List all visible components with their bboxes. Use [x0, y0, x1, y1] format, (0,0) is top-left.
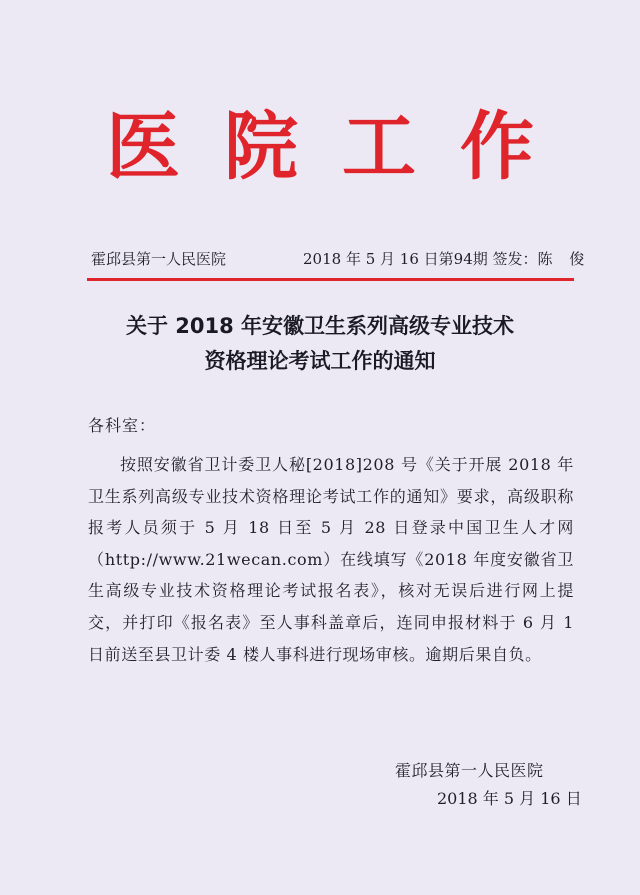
- signature-organization: 霍邱县第一人民医院: [395, 761, 544, 780]
- body-paragraph: 按照安徽省卫计委卫人秘[2018]208 号《关于开展 2018 年卫生系列高级专业技术资格理论考试工作的通知》要求，高级职称报考人员须于 5 月 18 日至 5 月 28 日登录中国卫生人才网（http://www.21wecan.com）在线填写《2018 年度安徽省卫生高级专业技术资格理论考试报名表》，核对无误后进行网上提交，并打印《报名表》至人事科盖章后，连同申报材料于 6 月 1 日前送至县卫计委 4 楼人事科进行现场审核。逾期后果自负。: [88, 455, 574, 664]
- signer-name: 陈 俊: [537, 250, 591, 268]
- salutation: 各科室：: [88, 416, 157, 435]
- issue-line: 2018 年 5 月 16 日第94期 签发：: [303, 250, 538, 268]
- signature-date: 2018 年 5 月 16 日: [437, 789, 582, 808]
- document-title-line1: 关于 2018 年安徽卫生系列高级专业技术: [125, 314, 515, 338]
- issuer-name: 霍邱县第一人民医院: [91, 250, 227, 268]
- issue-info: [303, 249, 590, 269]
- masthead-title: 医院工作: [106, 104, 578, 190]
- red-divider: [87, 278, 574, 281]
- document-title-line2: 资格理论考试工作的通知: [204, 349, 436, 373]
